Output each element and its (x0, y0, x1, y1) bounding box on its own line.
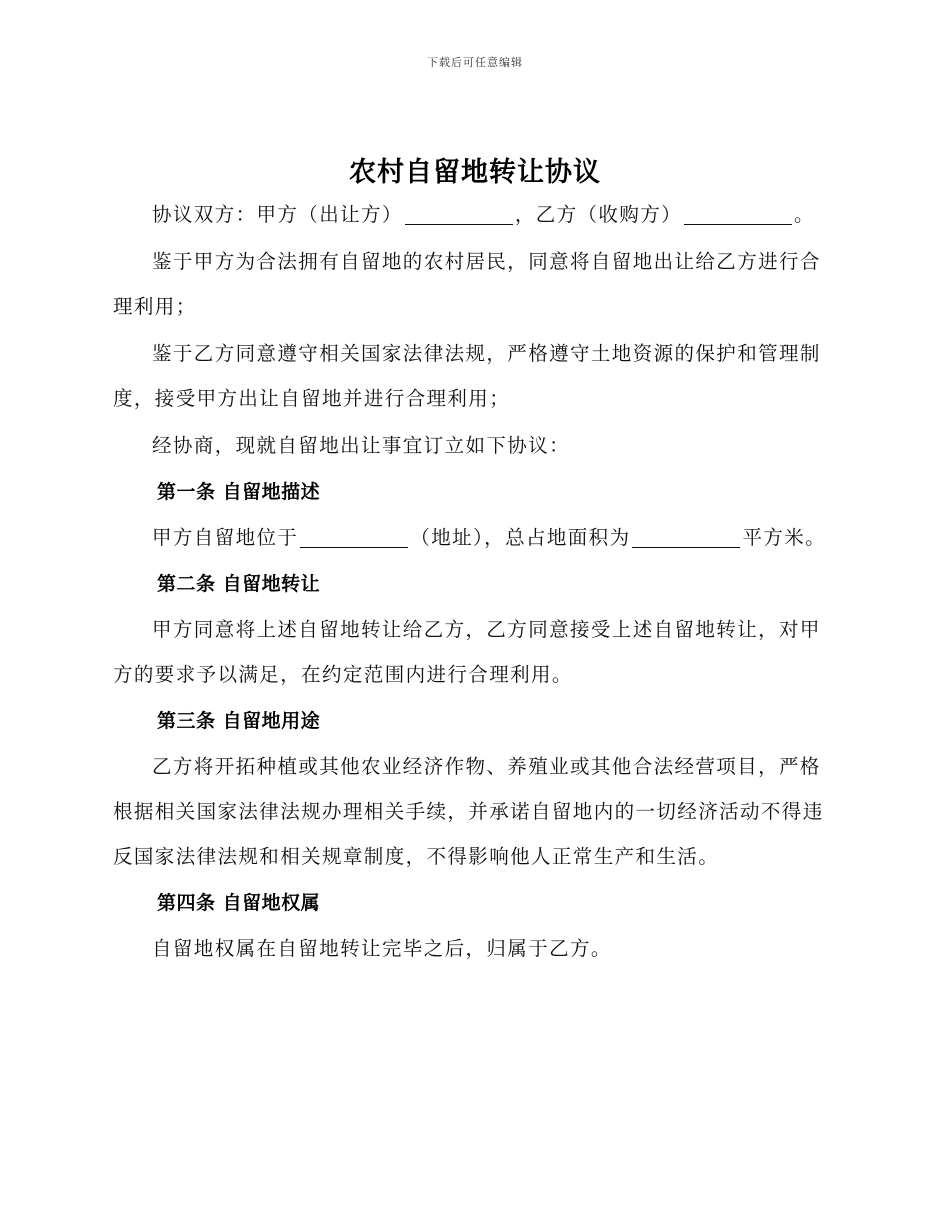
article-4-text: 自留地权属在自留地转让完毕之后，归属于乙方。 (152, 937, 612, 960)
article-2-text: 甲方同意将上述自留地转让给乙方，乙方同意接受上述自留地转让，对甲方的要求予以满足，在约定范围内进行合理利用。 (113, 618, 821, 686)
article-1-heading: 第一条 自留地描述 (157, 481, 321, 503)
parties-suffix: 。 (794, 203, 815, 226)
document-title: 农村自留地转让协议 (349, 157, 601, 188)
recital-paragraph-1: 鉴于甲方为合法拥有自留地的农村居民，同意将自留地出让给乙方进行合理利用； (113, 250, 821, 318)
recital-paragraph-2: 鉴于乙方同意遵守相关国家法律法规，严格遵守土地资源的保护和管理制度，接受甲方出让自留地并进行合理利用； (113, 342, 821, 410)
article-3-heading: 第三条 自留地用途 (157, 710, 321, 732)
article-4-heading: 第四条 自留地权属 (157, 892, 321, 914)
document-body (113, 192, 831, 971)
recital-paragraph-3: 经协商，现就自留地出让事宜订立如下协议： (152, 434, 571, 457)
party-b-blank[interactable] (684, 205, 792, 226)
article-1-text-suffix: 平方米。 (742, 526, 827, 549)
parties-prefix: 协议双方：甲方（出让方） (152, 203, 403, 226)
parties-paragraph (113, 192, 831, 237)
party-a-blank[interactable] (405, 205, 513, 226)
parties-middle: ，乙方（收购方） (514, 203, 683, 226)
article-1-text-middle: （地址），总占地面积为 (410, 526, 631, 549)
address-blank[interactable] (300, 528, 408, 549)
article-2-heading: 第二条 自留地转让 (157, 573, 321, 595)
article-3-text: 乙方将开拓种植或其他农业经济作物、养殖业或其他合法经营项目，严格根据相关国家法律法规办理相关手续，并承诺自留地内的一切经济活动不得违反国家法律法规和相关规章制度，不得影响他人正常生产和生活。 (113, 755, 824, 868)
article-1-text-prefix: 甲方自留地位于 (152, 526, 299, 549)
header-note: 下载后可任意编辑 (427, 56, 523, 69)
article-1-text (113, 515, 831, 560)
area-blank[interactable] (632, 528, 740, 549)
